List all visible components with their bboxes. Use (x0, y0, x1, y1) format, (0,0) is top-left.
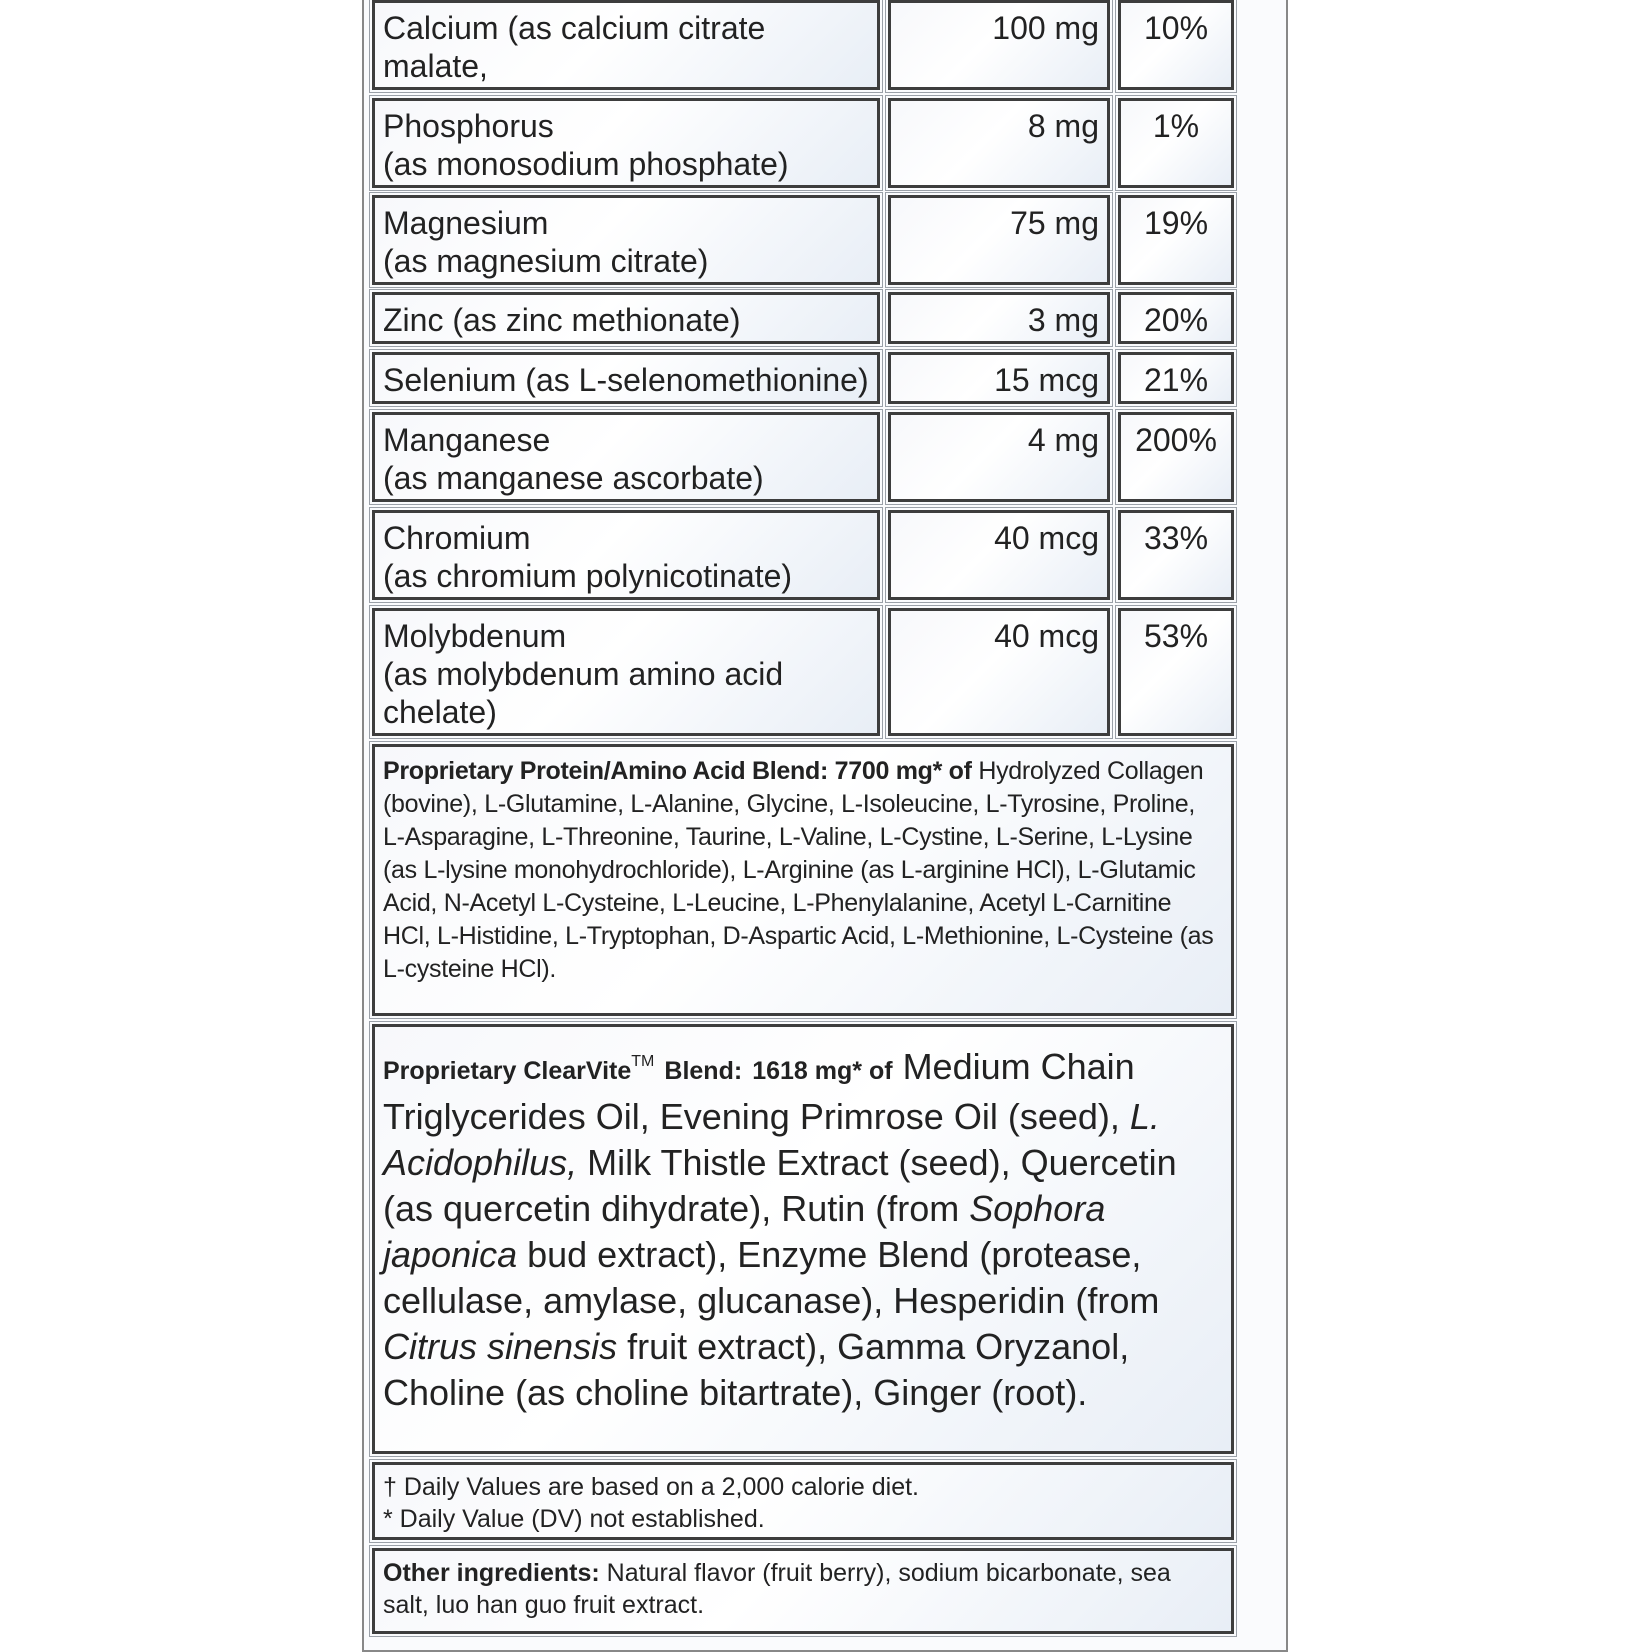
nutrient-name: Magnesium (as magnesium citrate) (372, 195, 880, 285)
nutrient-name: Zinc (as zinc methionate) (372, 292, 880, 344)
nutrient-name: Molybdenum (as molybdenum amino acid chelate) (372, 608, 880, 736)
nutrient-dv: 21% (1118, 352, 1234, 404)
clearvite-heading: Proprietary ClearVite (383, 1057, 632, 1085)
clearvite-text-4: fruit extract), Gamma Oryzanol, Choline (as choline bitartrate), Ginger (root). (383, 1326, 1130, 1413)
supplement-facts-label (362, 0, 1288, 1652)
nutrient-dv: 10% (1118, 0, 1234, 90)
nutrient-amount: 40 mcg (888, 608, 1110, 736)
trademark-mark: TM (631, 1053, 655, 1070)
nutrient-dv: 1% (1118, 98, 1234, 188)
nutrient-name: Selenium (as L-selenomethionine) (372, 352, 880, 404)
clearvite-heading-2: Blend: (664, 1057, 743, 1085)
footnotes (372, 1462, 1234, 1540)
protein-amino-blend (372, 744, 1234, 1016)
nutrient-dv: 200% (1118, 412, 1234, 502)
nutrient-dv: 33% (1118, 510, 1234, 600)
other-ingredients (372, 1548, 1234, 1634)
clearvite-italic-3: Citrus sinensis (383, 1326, 618, 1367)
clearvite-text-3: bud extract), Enzyme Blend (protease, cellulase, amylase, glucanase), Hesperidin (from (383, 1234, 1160, 1321)
nutrient-dv: 19% (1118, 195, 1234, 285)
nutrient-name: Calcium (as calcium citrate malate, (372, 0, 880, 90)
clearvite-italic-1: L. Acidophilus, (383, 1096, 1160, 1183)
nutrient-amount: 8 mg (888, 98, 1110, 188)
protein-blend-ingredients: Hydrolyzed Collagen (bovine), L-Glutamine, L-Alanine, Glycine, L-Isoleucine, L-Tyrosine, Proline, L-Asparagine, L-Threonine, Taurine, L-Valine, L-Cystine, L-Serine, L-Lysine (as L-lysine monohydrochloride), L-Arginine (as L-arginine HCl), L-Glutamic Acid, N-Acetyl L-Cysteine, L-Leucine, L-Phenylalanine, Acetyl L-Carnitine HCl, L-Histidine, L-Tryptophan, D-Aspartic Acid, L-Methionine, L-Cysteine (as L-cysteine HCl). (383, 757, 1214, 983)
nutrient-name: Phosphorus (as monosodium phosphate) (372, 98, 880, 188)
nutrient-amount: 100 mg (888, 0, 1110, 90)
protein-blend-heading: Proprietary Protein/Amino Acid Blend: (383, 757, 828, 785)
nutrient-dv: 53% (1118, 608, 1234, 736)
nutrient-amount: 15 mcg (888, 352, 1110, 404)
protein-blend-amount: 7700 mg* of (834, 757, 972, 785)
other-ingredients-text: Natural flavor (fruit berry), sodium bicarbonate, sea salt, luo han guo fruit extract. (383, 1559, 1171, 1619)
nutrient-amount: 4 mg (888, 412, 1110, 502)
nutrient-amount: 40 mcg (888, 510, 1110, 600)
nutrient-name: Manganese (as manganese ascorbate) (372, 412, 880, 502)
footnote-daily-values: † Daily Values are based on a 2,000 calorie diet. (383, 1473, 919, 1501)
clearvite-amount: 1618 mg* of (752, 1057, 893, 1085)
clearvite-text-1: Medium Chain Triglycerides Oil, Evening Primrose Oil (seed), (383, 1046, 1135, 1137)
nutrient-name: Chromium (as chromium polynicotinate) (372, 510, 880, 600)
clearvite-blend (372, 1024, 1234, 1454)
footnote-dv-not-established: * Daily Value (DV) not established. (383, 1505, 765, 1533)
nutrient-dv: 20% (1118, 292, 1234, 344)
clearvite-text-2: Milk Thistle Extract (seed), Quercetin (as quercetin dihydrate), Rutin (from (383, 1142, 1177, 1229)
nutrient-amount: 75 mg (888, 195, 1110, 285)
other-ingredients-heading: Other ingredients: (383, 1559, 600, 1587)
clearvite-italic-2: Sophora japonica (383, 1188, 1106, 1275)
nutrient-amount: 3 mg (888, 292, 1110, 344)
